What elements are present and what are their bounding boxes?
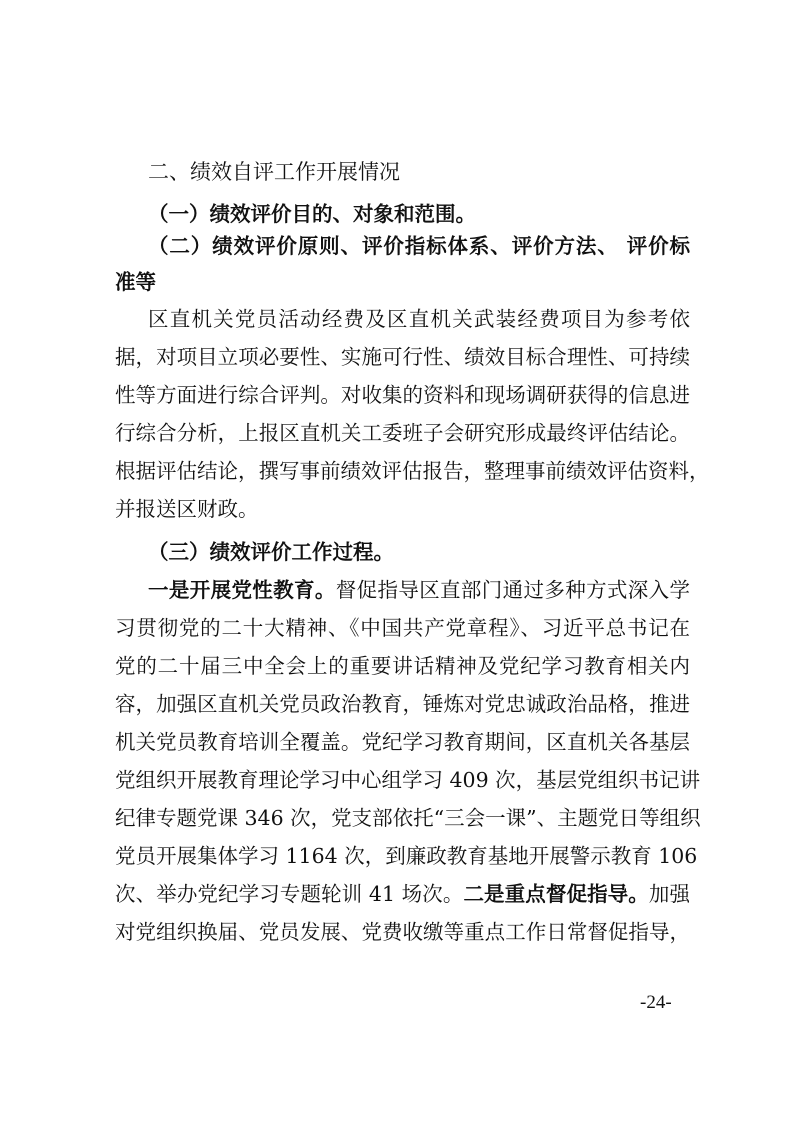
subheading-3: （三）绩效评价工作过程。	[148, 540, 394, 564]
emphasis-2: 二是重点督促指导。	[463, 882, 649, 906]
subheading-2-line2: 准等	[115, 270, 156, 294]
subheading-2-line1: （二）绩效评价原则、评价指标体系、评价方法、 评价标	[148, 234, 690, 258]
paragraph-1-line-2: 据，对项目立项必要性、实施可行性、绩效目标合理性、可持续	[115, 345, 690, 369]
paragraph-2-line-2: 习贯彻党的二十大精神、《中国共产党章程》、习近平总书记在	[115, 616, 690, 640]
section-heading: 二、绩效自评工作开展情况	[148, 160, 400, 184]
paragraph-1-line-3: 性等方面进行综合评判。对收集的资料和现场调研获得的信息进	[115, 383, 690, 407]
paragraph-2-line-7: 纪律专题党课 346 次，党支部依托“三会一课”、主题党日等组织	[115, 806, 701, 830]
paragraph-1-line-5: 根据评估结论，撰写事前绩效评估报告，整理事前绩效评估资料，	[115, 459, 710, 483]
subheading-1: （一）绩效评价目的、对象和范围。	[148, 202, 476, 226]
paragraph-2-line-8: 党员开展集体学习 1164 次，到廉政教育基地开展警示教育 106	[115, 844, 698, 868]
paragraph-1-line-4: 行综合分析，上报区直机关工委班子会研究形成最终评估结论。	[115, 421, 690, 445]
paragraph-2-line-3: 党的二十届三中全会上的重要讲话精神及党纪学习教育相关内	[115, 654, 690, 678]
paragraph-2-line-5: 机关党员教育培训全覆盖。党纪学习教育期间，区直机关各基层	[115, 730, 690, 754]
paragraph-2-line-10: 对党组织换届、党员发展、党费收缴等重点工作日常督促指导，	[115, 920, 690, 944]
paragraph-2-line-4: 容，加强区直机关党员政治教育，锤炼对党忠诚政治品格，推进	[115, 692, 690, 716]
paragraph-2-line-9: 次、举办党纪学习专题轮训 41 场次。二是重点督促指导。加强	[115, 882, 691, 906]
paragraph-2-line-1: 一是开展党性教育。督促指导区直部门通过多种方式深入学	[148, 578, 691, 602]
emphasis-1: 一是开展党性教育。	[148, 578, 336, 602]
paragraph-1-line-6: 并报送区财政。	[115, 497, 259, 521]
paragraph-1-line-1: 区直机关党员活动经费及区直机关武装经费项目为参考依	[148, 307, 690, 331]
paragraph-2-line-6: 党组织开展教育理论学习中心组学习 409 次，基层党组织书记讲	[115, 768, 701, 792]
page-number: -24-	[640, 992, 672, 1013]
